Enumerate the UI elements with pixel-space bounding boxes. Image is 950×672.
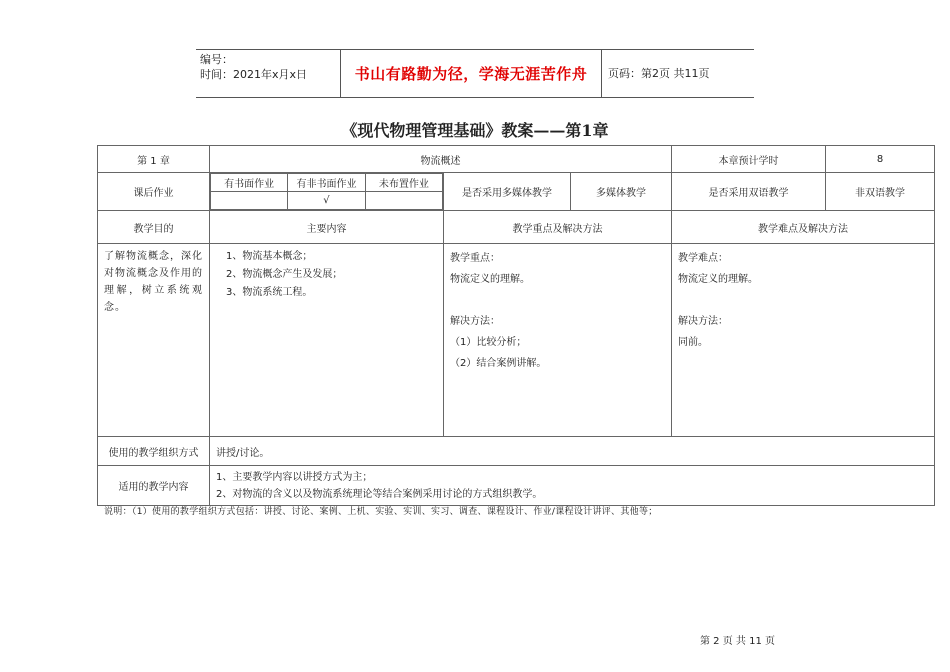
bilingual-question: 是否采用双语教学 — [672, 173, 826, 211]
applicable-content-label: 适用的教学内容 — [98, 466, 210, 506]
homework-subtable — [210, 173, 443, 210]
difficulty-header: 教学难点及解决方法 — [672, 211, 935, 244]
hw-none-mark — [365, 192, 442, 210]
hours-value: 8 — [826, 146, 935, 173]
time-label: 时间：2021年x月x日 — [200, 68, 308, 81]
key-points-cell — [444, 244, 672, 437]
list-item: 2、物流概念产生及发展； — [226, 269, 343, 280]
multimedia-question: 是否采用多媒体教学 — [444, 173, 571, 211]
difficulty-method: 同前。 — [678, 337, 709, 348]
page-footer: 第 2 页 共 11 页 — [700, 636, 775, 647]
key-text: 物流定义的理解。 — [450, 274, 530, 285]
chapter-topic: 物流概述 — [210, 146, 672, 173]
list-item: 1、物流基本概念； — [226, 251, 313, 262]
chapter-cell: 第 1 章 — [98, 146, 210, 173]
content-header: 主要内容 — [210, 211, 444, 244]
key-points-header: 教学重点及解决方法 — [444, 211, 672, 244]
difficulty-method-label: 解决方法： — [678, 316, 729, 327]
hw-nonwritten-header: 有非书面作业 — [288, 174, 365, 192]
list-item: 3、物流系统工程。 — [226, 287, 313, 298]
difficulty-cell — [672, 244, 935, 437]
document-header — [196, 49, 754, 98]
header-page-label: 页码：第2页 共11页 — [608, 67, 710, 80]
bilingual-answer: 非双语教学 — [826, 173, 935, 211]
lesson-plan-table — [97, 145, 935, 506]
hw-none-header: 未布置作业 — [365, 174, 442, 192]
difficulty-label: 教学难点： — [678, 253, 729, 264]
multimedia-answer: 多媒体教学 — [571, 173, 672, 211]
list-item: 2、对物流的含义以及物流系统理论等结合案例采用讨论的方式组织教学。 — [216, 488, 543, 500]
hw-written-mark — [211, 192, 288, 210]
key-method-label: 解决方法： — [450, 316, 500, 327]
header-meta — [200, 52, 307, 82]
list-item: （2）结合案例讲解。 — [450, 358, 547, 369]
document-title: 《现代物理管理基础》教案——第1章 — [341, 121, 609, 140]
content-list — [210, 244, 444, 437]
key-label: 教学重点： — [450, 253, 500, 264]
homework-label: 课后作业 — [98, 173, 210, 211]
organization-label: 使用的教学组织方式 — [98, 437, 210, 466]
hw-written-header: 有书面作业 — [211, 174, 288, 192]
list-item: 1、主要教学内容以讲授方式为主； — [216, 471, 373, 483]
explanation-note: 说明：（1）使用的教学组织方式包括：讲授、讨论、案例、上机、实验、实训、实习、调查、课程设计、作业/课程设计讲评、其他等； — [104, 507, 658, 517]
header-divider — [601, 50, 602, 97]
organization-value: 讲授/讨论。 — [210, 437, 935, 466]
goal-text: 了解物流概念，深化对物流概念及作用的理解，树立系统观念。 — [98, 244, 210, 437]
list-item: （1）比较分析； — [450, 337, 527, 348]
applicable-content-value — [210, 466, 935, 506]
homework-options — [210, 173, 444, 211]
header-motto: 书山有路勤为径，学海无涯苦作舟 — [354, 65, 588, 83]
number-label: 编号： — [200, 53, 233, 66]
goal-header: 教学目的 — [98, 211, 210, 244]
hours-label: 本章预计学时 — [672, 146, 826, 173]
hw-nonwritten-mark: √ — [288, 192, 365, 210]
difficulty-text: 物流定义的理解。 — [678, 274, 759, 285]
